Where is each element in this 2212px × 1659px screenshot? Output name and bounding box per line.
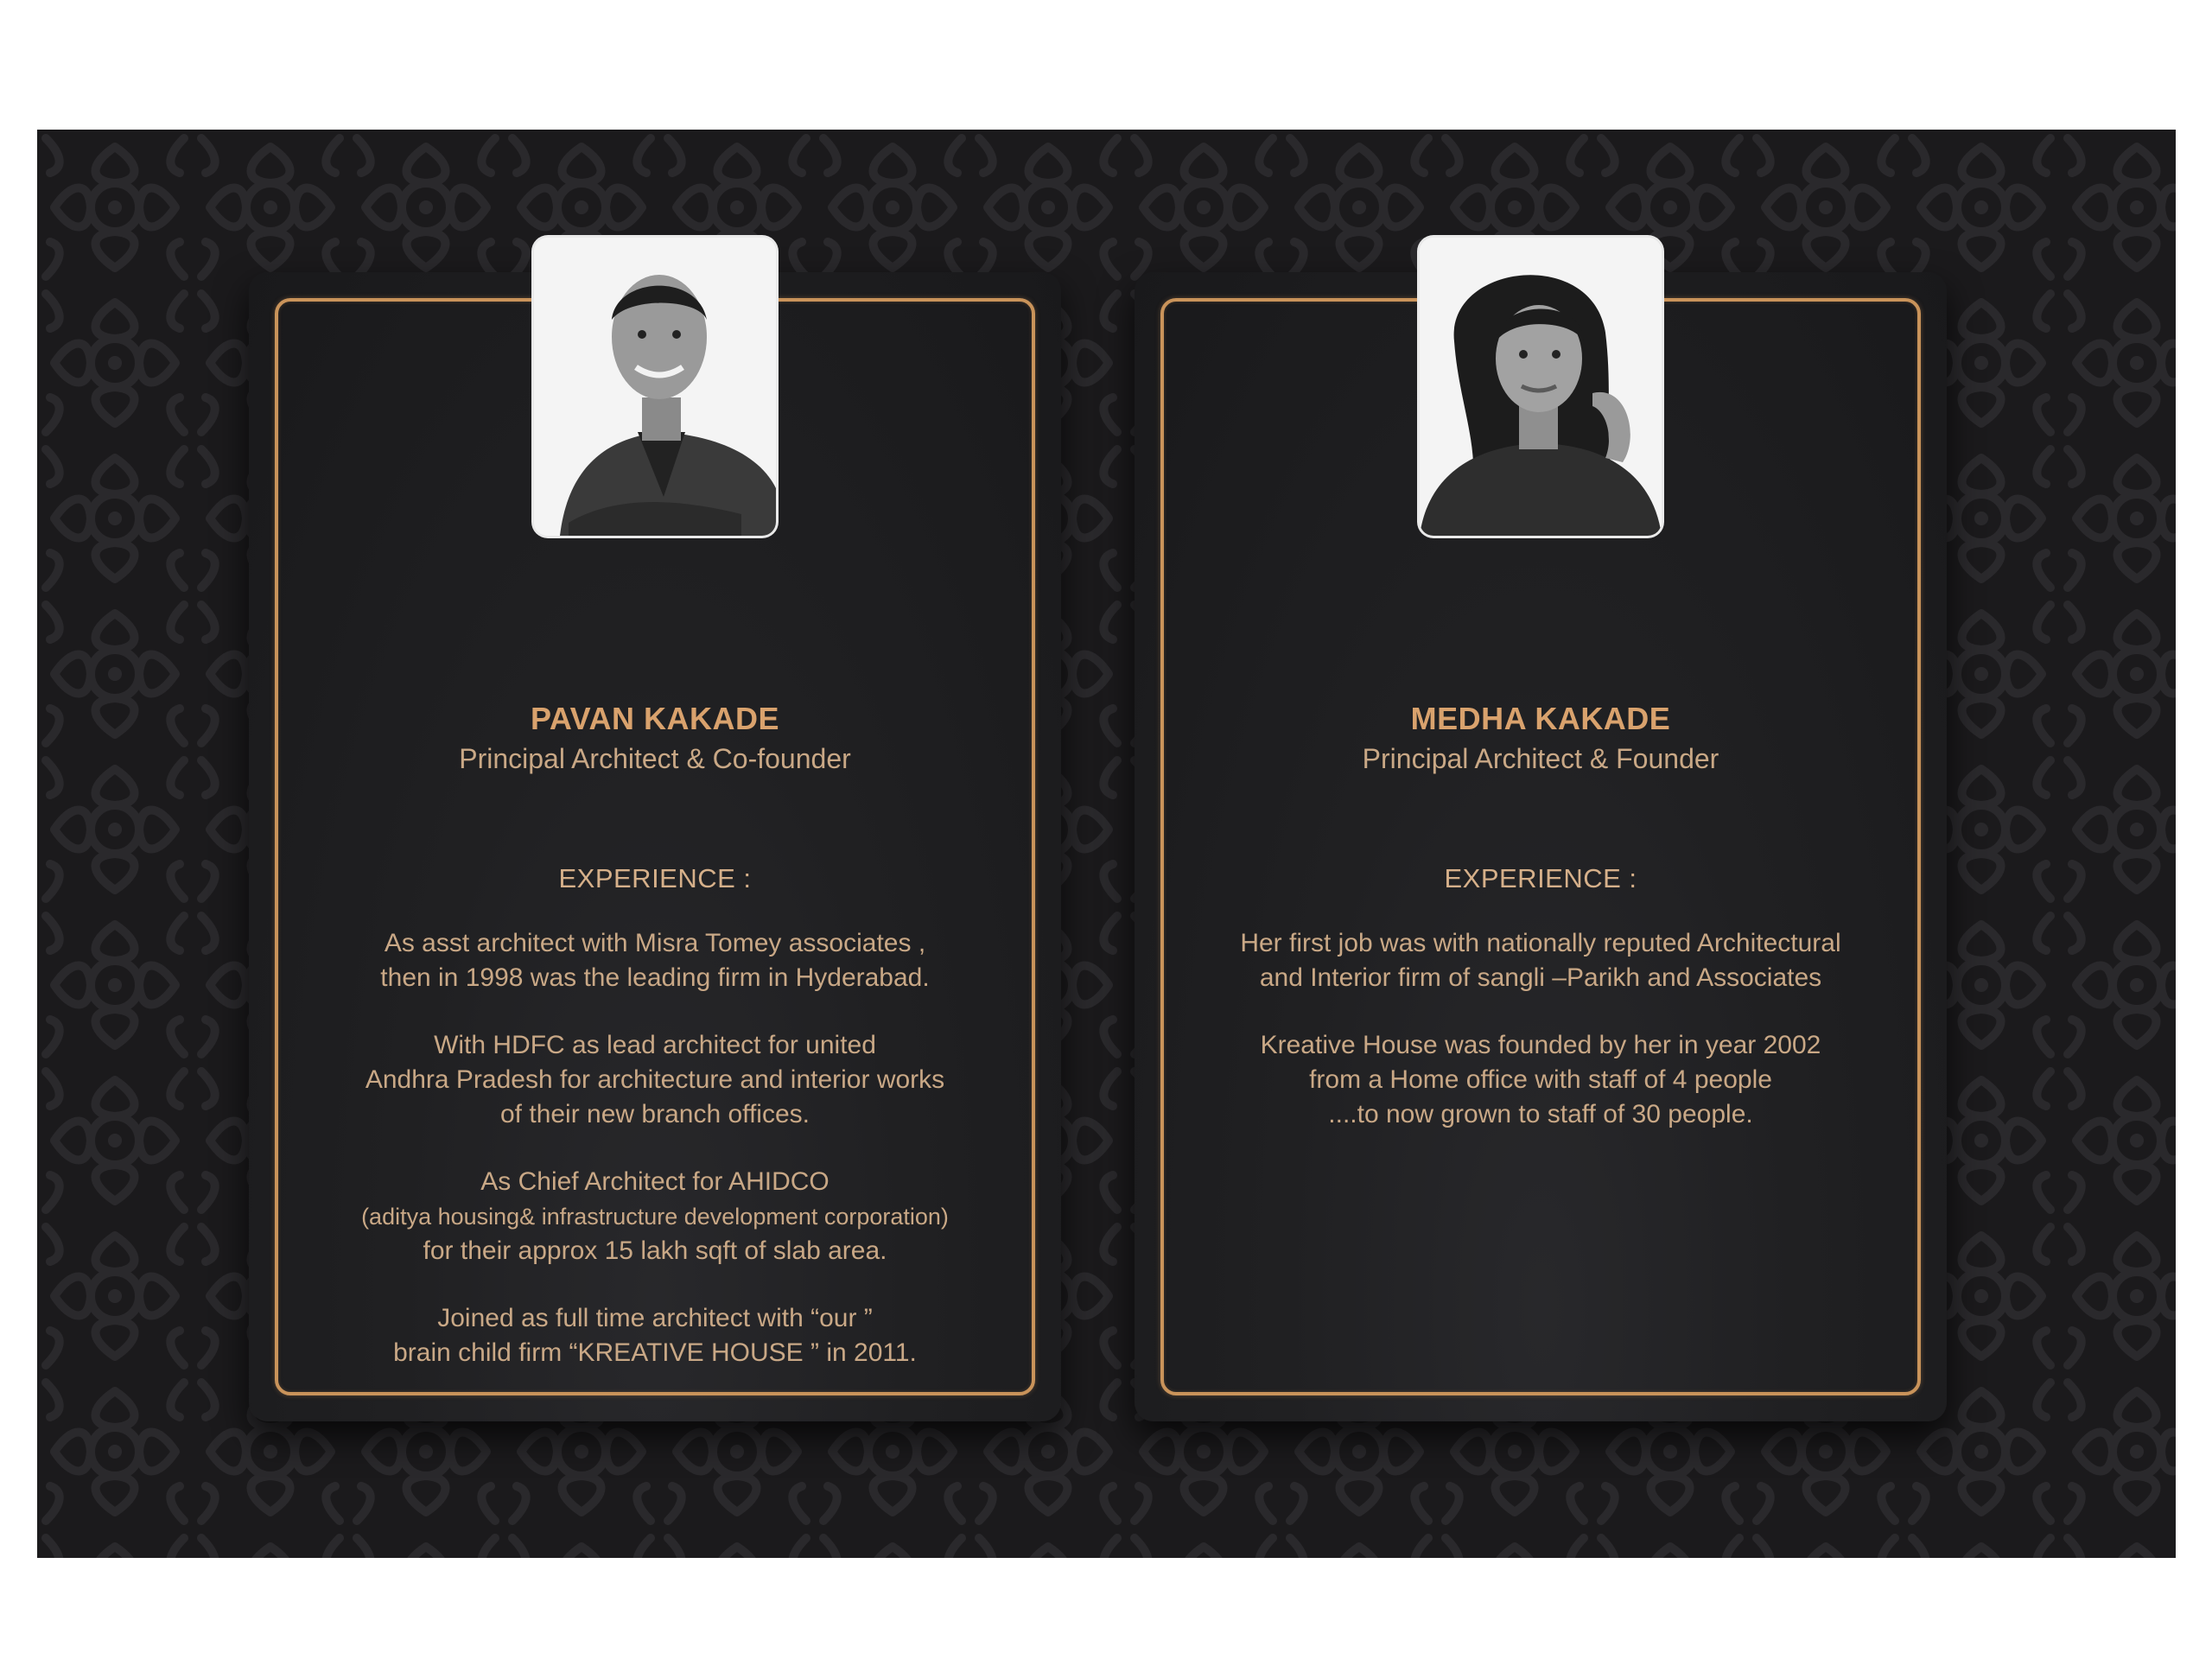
profile-name: PAVAN KAKADE (530, 701, 779, 736)
portrait-photo-medha (1420, 238, 1662, 536)
experience-line: and Interior firm of sangli –Parikh and Associates (1259, 963, 1822, 992)
profile-name: MEDHA KAKADE (1410, 701, 1671, 736)
brochure-panel (37, 130, 2176, 1558)
experience-line: As asst architect with Misra Tomey associates , (384, 929, 926, 957)
experience-line: of their new branch offices. (500, 1100, 810, 1128)
experience-line: ....to now grown to staff of 30 people. (1328, 1100, 1753, 1128)
profile-content (249, 700, 1061, 1403)
profile-role: Principal Architect & Founder (1362, 743, 1719, 774)
experience-paragraph (1135, 1028, 1947, 1132)
profile-role: Principal Architect & Co-founder (459, 743, 851, 774)
experience-paragraph (249, 1301, 1061, 1370)
experience-line: (aditya housing& infrastructure development corporation) (361, 1204, 949, 1230)
profile-card-medha (1135, 272, 1947, 1421)
man-portrait-icon (534, 238, 776, 536)
experience-line: from a Home office with staff of 4 people (1309, 1065, 1772, 1094)
experience-line: brain child firm “KREATIVE HOUSE ” in 2011. (393, 1338, 917, 1367)
experience-paragraph (249, 926, 1061, 995)
experience-heading: EXPERIENCE : (1444, 863, 1637, 893)
portrait-photo-pavan (534, 238, 776, 536)
experience-paragraph (1135, 926, 1947, 995)
experience-paragraph (249, 1165, 1061, 1268)
experience-line: As Chief Architect for AHIDCO (480, 1167, 830, 1196)
experience-line: Her first job was with nationally reputed Architectural (1240, 929, 1841, 957)
profile-card-pavan (249, 272, 1061, 1421)
experience-line: Kreative House was founded by her in year 2002 (1260, 1031, 1821, 1059)
experience-heading: EXPERIENCE : (558, 863, 752, 893)
experience-line: for their approx 15 lakh sqft of slab area. (423, 1236, 887, 1265)
woman-portrait-icon (1420, 238, 1662, 536)
profile-content (1135, 700, 1947, 1165)
experience-line: Andhra Pradesh for architecture and interior works (365, 1065, 945, 1094)
experience-paragraph (249, 1028, 1061, 1132)
experience-line: Joined as full time architect with “our ” (437, 1304, 873, 1332)
experience-line: then in 1998 was the leading firm in Hyderabad. (380, 963, 930, 992)
experience-line: With HDFC as lead architect for united (434, 1031, 876, 1059)
